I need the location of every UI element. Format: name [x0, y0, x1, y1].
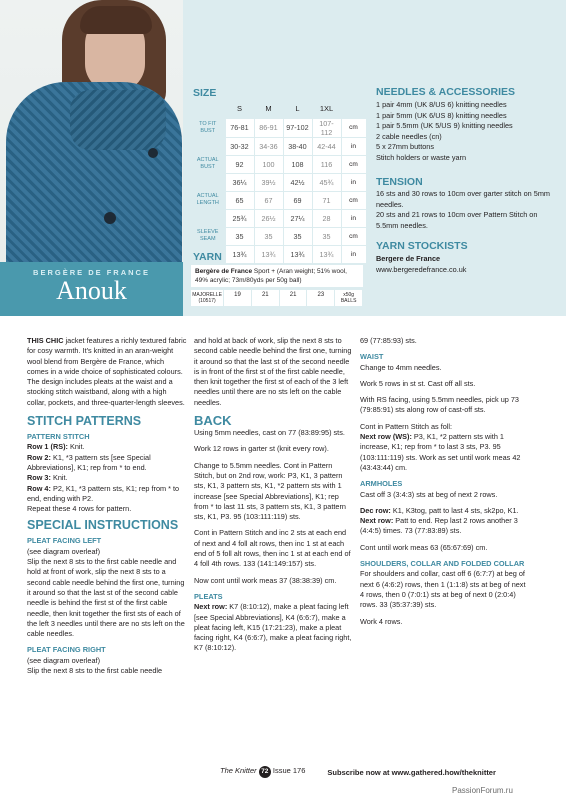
size-row: 25¾ 26½ 27¼ 28 in [191, 209, 366, 227]
column-1: THIS CHIC jacket features a richly textured fabric for cosy warmth. It's knitted in an aran-weight wool blend from Bergère de France, which comes in a wide choice of sophisticated colours. The design includes pleats at the waist and a stocking stitch waistband, along with a high collar, pockets, and three-quarter-length sleeves. STITCH PATTERNS PATTERN STITCH Row 1 (RS): Knit. Row 2: K1, *3 pattern sts [see Special Abbreviations], K1; rep from * to end. Row 3: Knit. Row 4: P2, K1, *3 pattern sts, K1; rep from * to end, ending with P2. Repeat these 4 rows for pattern. SPECIAL INSTRUCTIONS PLEAT FACING LEFT (see diagram overleaf) Slip the next 8 sts to the first cable needle and hold at front of work, slip the next 8 sts to a second cable needle behind the first one, turning it around so that the last st of the second cable needle is behind the first st of the first cable needle, then knit together the first sts of each of the left 3 needles until there are no sts left on the cable needles. PLEAT FACING RIGHT (see diagram overleaf) Slip the next 8 sts to the first cable needle [27, 336, 187, 676]
brand-label: BERGÈRE DE FRANCE [33, 268, 150, 277]
page-number: 72 [259, 766, 271, 778]
tension-heading: TENSION [376, 176, 423, 188]
yarn-quantity-row: MAJORELLE (10517) 19 21 21 23 x50g BALLS [191, 290, 363, 306]
watermark: PassionForum.ru [452, 786, 513, 795]
subscribe-link[interactable]: Subscribe now at www.gathered.how/theknitter [327, 767, 496, 777]
size-row: SLEEVE SEAM 35 35 35 35 cm [191, 227, 366, 245]
size-heading: SIZE [193, 87, 217, 99]
size-row: ACTUAL BUST 92 100 108 116 cm [191, 155, 366, 173]
size-row: 36¼ 39½ 42½ 45¾ in [191, 173, 366, 191]
column-2: and hold at back of work, slip the next 8 sts to second cable needle behind the first one, turning it around so that the last st of the second needle is in front of the first st of the first cable needle, then knit together the first st of each of the 3 left needles until there are no sts left on the cable needles. BACK Using 5mm needles, cast on 77 (83:89:95) sts. Work 12 rows in garter st (knit every row). Change to 5.5mm needles. Cont in Pattern Stitch, but on 2nd row, work: P3, K1, 3 pattern sts, K1, 3 pattern sts, K1, *2 pattern sts with 1 increase [see Special Abbreviations], K1; rep from * to last 11 sts, 3 pattern sts, K1, 3 pattern sts, K1, P3. 95 (103:111:119) sts. Cont in Pattern Stitch and inc 2 sts at each end of next and 4 foll alt rows, then inc 1 st at each end of 5 foll alt rows, then inc 1 st at each end of 4 foll 4th rows. 133 (141:149:157) sts. Now cont until work meas 37 (38:38:39) cm. PLEATS Next row: K7 (8:10:12), make a pleat facing left [see Special Abbreviations], K4 (6:6:7), make a pleat facing left, K15 (17:21:23), make a pleat facing right, K4 (6:6:7), make a pleat facing right, K7 (8:10:12). [194, 336, 354, 654]
size-row: 30-32 34-36 38-40 42-44 in [191, 137, 366, 155]
special-instructions-heading: SPECIAL INSTRUCTIONS [27, 518, 179, 533]
page-footer: The Knitter 72 Issue 176 Subscribe now at www.gathered.how/theknitter [220, 766, 496, 777]
tension-text: 16 sts and 30 rows to 10cm over garter stitch on 5mm needles. 20 sts and 21 rows to 10cm over Pattern Stitch on 5.5mm needles. [376, 189, 550, 230]
size-row: ACTUAL LENGTH 65 67 69 71 cm [191, 191, 366, 209]
size-row: 13¾ 13¾ 13¾ 13¾ in [191, 245, 366, 263]
size-row: TO FIT BUST 76-81 86-91 97-102 107-112 cm [191, 118, 366, 137]
stitch-patterns-heading: STITCH PATTERNS [27, 414, 142, 429]
title-banner [0, 262, 183, 316]
column-3: 69 (77:85:93) sts. WAIST Change to 4mm needles. Work 5 rows in st st. Cast off all sts. With RS facing, using 5.5mm needles, pick up 73 (79:85:91) sts along row of cast-off sts. Cont in Pattern Stitch as foll: Next row (WS): P3, K1, *2 pattern sts with 1 increase, K1; rep from * to last 3 sts, P3. 95 (103:111:119) sts. Work as set until work meas 42 (43:43:44) cm. ARMHOLES Cast off 3 (3:4:3) sts at beg of next 2 rows. Dec row: K1, K3tog, patt to last 4 sts, sk2po, K1. Next row: Patt to end. Rep last 2 rows another 3 (4:4:5) times. 73 (77:83:89) sts. Cont until work meas 63 (65:67:69) cm. SHOULDERS, COLLAR AND FOLDED COLLAR For shoulders and collar, cast off 6 (6:7:7) at beg of next 6 (4:6:2) rows, then 1 (1:1:8) sts at beg of next 4 rows, then 0 (7:0:1) sts at beg of next 0 (2:0:4) rows. 33 (35:37:39) sts. Work 4 rows. [360, 336, 526, 626]
yarn-heading: YARN [193, 251, 222, 263]
needles-list: 1 pair 4mm (UK 8/US 6) knitting needles 1 pair 5mm (UK 6/US 8) knitting needles 1 pair 5.5mm (UK 5/US 9) knitting needles 2 cable needles (cn) 5 x 27mm buttons Stitch holders or waste yarn [376, 100, 513, 162]
size-table: S M L 1XL TO FIT BUST 76-81 86-91 97-102 107-112 cm 30-32 34-36 38-40 42-44 in ACTUAL BUST 92 100 108 116 cm 36¼ 39½ 42½ 45¾ in ACTUAL LENGTH 65 67 69 71 cm 25¾ 26½ 27¼ 28 in SLEEVE SEAM 35 35 35 35 cm 13¾ 13¾ 13¾ 13¾ in [191, 100, 367, 264]
back-heading: BACK [194, 413, 232, 429]
needles-heading: NEEDLES & ACCESSORIES [376, 86, 516, 98]
stockists-text: Bergere de France www.bergeredefrance.co.uk [376, 254, 467, 274]
yarn-description: Bergère de France Sport + (Aran weight; 51% wool, 49% acrylic; 73m/80yds per 50g ball) [191, 265, 363, 287]
stockists-heading: YARN STOCKISTS [376, 240, 468, 252]
pattern-title: Anouk [56, 276, 127, 305]
